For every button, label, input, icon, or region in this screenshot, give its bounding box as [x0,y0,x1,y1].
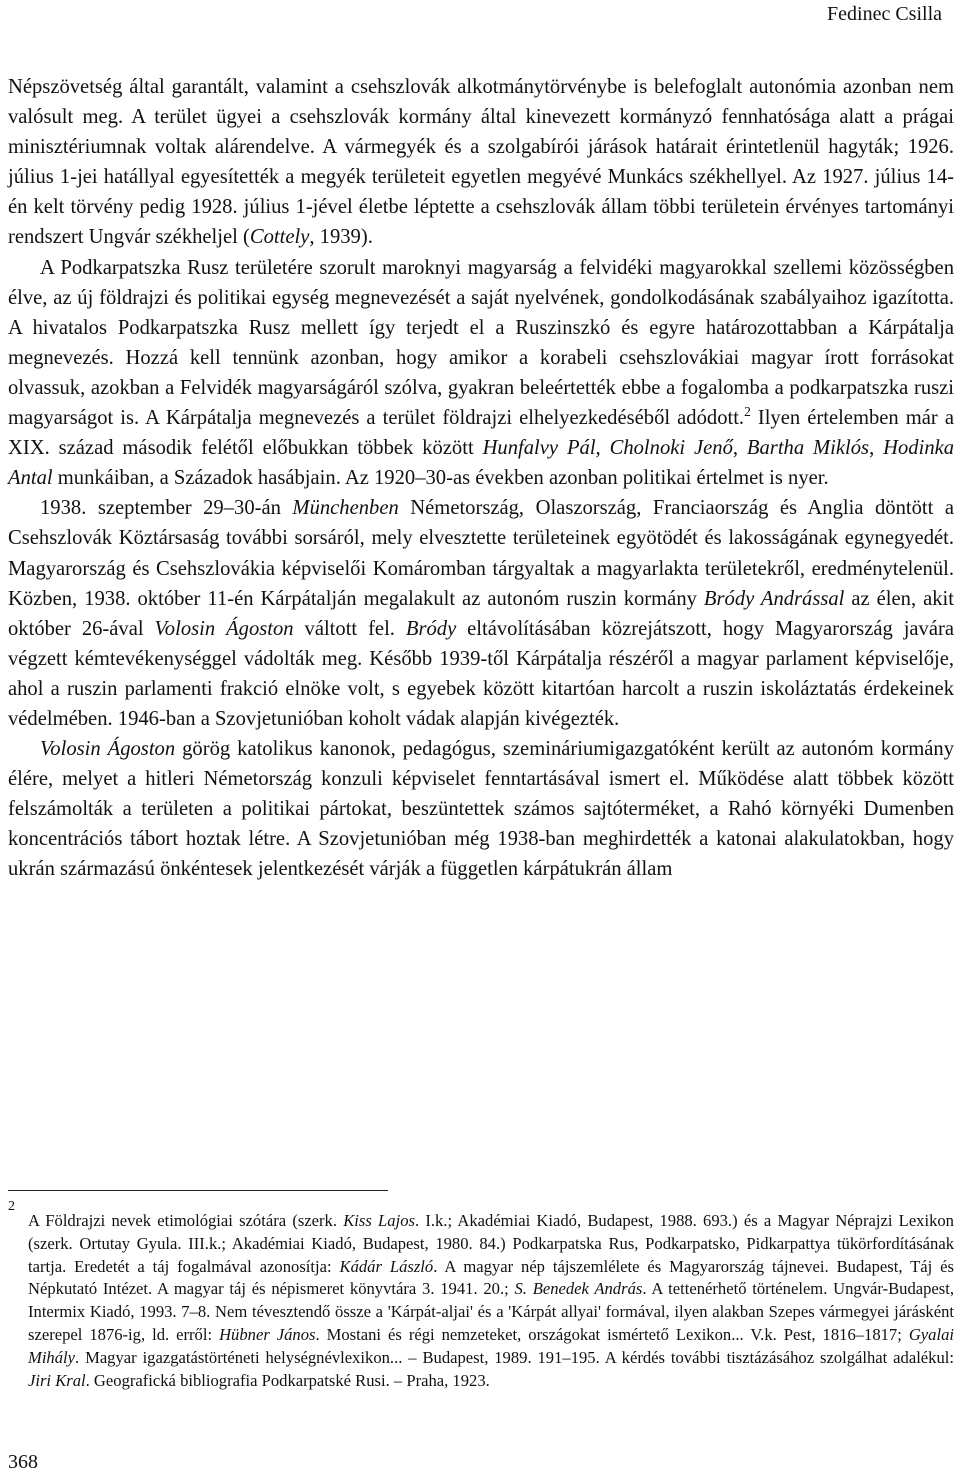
paragraph [8,72,954,253]
text-run: Ilyen értelemben már a XIX. század második felétől előbukkan többek között [8,407,954,460]
text-run: Németország, Olaszország, Franciaország és Anglia döntött a Csehszlovák Köztársaság további sorsáról, mely elvesztette területeinek egyötödét és lakosságának egynegyedét. Magyarország és Csehszlovákia képviselői Komáromban tárgyaltak a magyarlakta területekről, eredménytelenül. Közben, 1938. október 11-én Kárpátalján megalakult az autonóm ruszin kormány [8,497,954,610]
text-run: eltávolításában közrejátszott, hogy Magyarország javára végzett kémtevékenységgel vádolták meg. Később 1939-től Kárpátalja részéről a magyar parlament képviselője, ahol a ruszin parlamenti frakció elnöke volt, s egyebek között kitartóan harcolt a ruszin iskoláztatás érdekeinek védelmében. 1946-ban a Szovjetunióban koholt vádak alapján kivégezték. [8,617,954,730]
italic-text: Cottely [249,226,310,249]
paragraph [8,734,954,884]
italic-text: Bartha Miklós [746,437,870,460]
italic-text: Bródy Andrással [703,587,845,610]
italic-text: Hübner János [219,1324,316,1344]
text-run: . A tettenérhető történelem. Ungvár-Budapest, Intermix Kiadó, 1993. 7–8. Nem tévesztendő össze a 'Kárpát-aljai' és a 'Kárpát allyai' formával, ilyen alakban Szepes vármegyei járásként szerepel 1876-ig, ld. erről: [28,1279,954,1344]
italic-text: S. Benedek András [514,1279,643,1299]
italic-text: Hunfalvy Pál [482,437,596,460]
text-run: A Podkarpatszka Rusz területére szorult maroknyi magyarság a felvidéki magyarokkal szellemi közösségben élve, az új földrajzi és politikai egység megnevezését a saját nyelvének, gondolkodásának szabályaihoz igazította. A hivatalos Podkarpatszka Rusz mellett így terjedt el a Ruszinszkó és egyre határozottabban a Kárpátalja megnevezés. Hozzá kell tennünk azonban, hogy amikor a korabeli csehszlovákiai magyar írott forrásokat olvassuk, azokban a Felvidék magyarságáról szólva, gyakran beleértették ebbe a fogalomba a podkarpatszka ruszi magyarságot is. A Kárpátalja megnevezés a terület földrajzi elhelyezkedéséből adódott. [8,256,954,430]
footnote-divider [8,1190,388,1191]
text-run: az élen, akit október 26-ával [8,587,954,640]
body-text [8,72,954,885]
text-run: . I.k.; Akadémiai Kiadó, Budapest, 1988. 693.) és a Magyar Néprajzi Lexikon (szerk. Ortutay Gyula. III.k.; Akadémiai Kiadó, Budapest, 1980. 84.) Podkarpatska Rus, Podkarpatsko, Pidkarpattya tükörfordításának tartja. Eredetét a táj fogalmával azonosítja: [28,1211,954,1276]
italic-text: Bródy [405,617,457,640]
footnote-reference: 2 [744,404,751,420]
italic-text: Kiss Lajos [343,1211,415,1230]
text-run: , 1939). [309,226,373,249]
text-run: Népszövetség által garantált, valamint a csehszlovák alkotmánytörvénybe is belefoglalt autonómia azonban nem valósult meg. A terület ügyei a csehszlovák kormány által kinevezett kormányzó fennhatósága alatt a prágai minisztériumnak voltak alárendelve. A vármegyék és a szolgabírói járások határait érintetlenül hagyták; 1926. július 1-jei hatállyal egyesítették a megyék területeit egyetlen megyévé Munkács székhellyel. Az 1927. július 14-én kelt törvény pedig 1928. július 1-jével életbe léptette a csehszlovák állam többi területein érvényes tartományi rendszert Ungvár székheljel ( [8,76,954,249]
text-run: , [869,437,884,460]
italic-text: Volosin Ágoston [154,617,294,640]
text-run: 1938. szeptember 29–30-án [40,497,293,520]
running-header-author: Fedinec Csilla [827,3,942,25]
footnote-text [8,1200,954,1392]
text-run: , [595,437,610,460]
text-run: . Magyar igazgatástörténeti helységnévlexikon... – Budapest, 1989. 191–195. A kérdés további tisztázásához szolgálhat adalékul: [75,1347,954,1367]
page-number: 368 [8,1451,38,1473]
italic-text: Kádár László [339,1256,434,1276]
text-run: . A magyar nép tájszemlélete és Magyarország tájnevei. Budapest, Táj és Népkutató Intézet. A magyar táj és népismeret könyvtára 3. 1941. 20.; [28,1256,954,1299]
italic-text: Münchenben [292,497,399,520]
text-run: . Mostani és régi nemzeteket, országokat ismértető Lexikon... V.k. Pest, 1816–1817; [315,1324,909,1344]
paragraph [8,493,954,734]
text-run: . Geografická bibliografia Podkarpatské Rusi. – Praha, 1923. [85,1370,490,1390]
italic-text: Jiri Kral [28,1370,86,1390]
italic-text: Hodinka Antal [8,437,955,490]
paragraph [8,253,954,494]
text-run: munkáiban, a Századok hasábjain. Az 1920–30-as években azonban politikai értelmet is nyer. [52,467,829,490]
text-run: váltott fel. [293,617,406,640]
italic-text: Gyalai Mihály [28,1324,954,1367]
italic-text: Cholnoki Jenő [609,437,733,460]
italic-text: Volosin Ágoston [40,738,176,761]
footnote-marker: 2 [8,1199,15,1214]
text-run: , [732,437,747,460]
text-run: A Földrajzi nevek etimológiai szótára (szerk. [28,1211,344,1230]
footnote [8,1200,954,1392]
text-run: görög katolikus kanonok, pedagógus, szemináriumigazgatóként került az autonóm kormány élére, melyet a hitleri Németország konzuli képviselet fenntartásával ismert el. Működése alatt többek között felszámolták a területen a politikai pártokat, beszüntettek számos sajtóterméket, a Rahó környéki Dumenben koncentrációs tábort hoztak létre. A Szovjetunióban még 1938-ban meghirdették a katonai alakulatokban, hogy ukrán származású önkéntesek jelentkezését várják a független kárpátukrán állam [8,738,955,881]
